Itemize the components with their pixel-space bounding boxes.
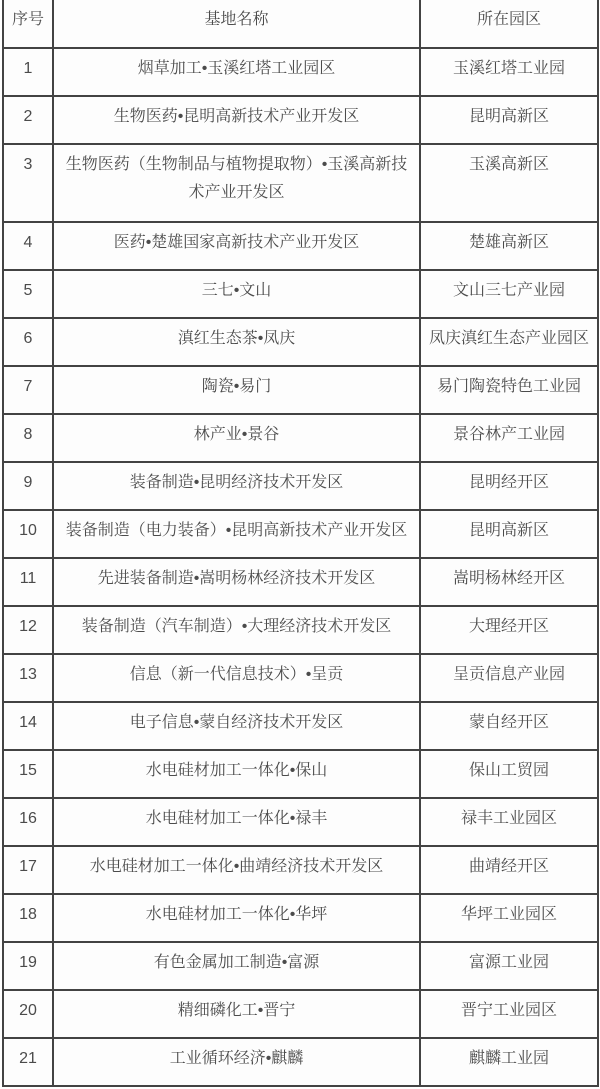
table-row <box>3 318 598 366</box>
park-cell: 麒麟工业园 <box>420 1038 598 1086</box>
base-name-cell: 有色金属加工制造•富源 <box>53 942 420 990</box>
park-cell: 景谷林产工业园 <box>420 414 598 462</box>
table-row <box>3 462 598 510</box>
park-cell: 昆明高新区 <box>420 510 598 558</box>
row-number-cell: 2 <box>3 96 53 144</box>
park-cell: 玉溪高新区 <box>420 144 598 222</box>
base-name-cell: 陶瓷•易门 <box>53 366 420 414</box>
row-number-cell: 4 <box>3 222 53 270</box>
park-cell: 蒙自经开区 <box>420 702 598 750</box>
park-cell: 曲靖经开区 <box>420 846 598 894</box>
header-cell-number: 序号 <box>3 0 53 48</box>
row-number-cell: 16 <box>3 798 53 846</box>
row-number-cell: 5 <box>3 270 53 318</box>
park-cell: 凤庆滇红生态产业园区 <box>420 318 598 366</box>
table-row <box>3 414 598 462</box>
park-cell: 嵩明杨林经开区 <box>420 558 598 606</box>
park-cell: 禄丰工业园区 <box>420 798 598 846</box>
header-row <box>3 0 598 48</box>
base-name-cell: 水电硅材加工一体化•禄丰 <box>53 798 420 846</box>
park-cell: 文山三七产业园 <box>420 270 598 318</box>
table-row <box>3 270 598 318</box>
park-cell: 富源工业园 <box>420 942 598 990</box>
table-row <box>3 366 598 414</box>
base-name-cell: 医药•楚雄国家高新技术产业开发区 <box>53 222 420 270</box>
base-name-cell: 装备制造•昆明经济技术开发区 <box>53 462 420 510</box>
park-cell: 保山工贸园 <box>420 750 598 798</box>
base-name-cell: 烟草加工•玉溪红塔工业园区 <box>53 48 420 96</box>
table-row <box>3 510 598 558</box>
base-name-cell: 三七•文山 <box>53 270 420 318</box>
table-row <box>3 144 598 222</box>
base-name-cell: 装备制造（汽车制造）•大理经济技术开发区 <box>53 606 420 654</box>
row-number-cell: 20 <box>3 990 53 1038</box>
base-name-cell: 精细磷化工•晋宁 <box>53 990 420 1038</box>
park-cell: 楚雄高新区 <box>420 222 598 270</box>
header-cell-park: 所在园区 <box>420 0 598 48</box>
table-row <box>3 222 598 270</box>
base-name-cell: 林产业•景谷 <box>53 414 420 462</box>
park-cell: 晋宁工业园区 <box>420 990 598 1038</box>
row-number-cell: 8 <box>3 414 53 462</box>
table-body <box>3 48 598 1086</box>
table-row <box>3 798 598 846</box>
table-row <box>3 558 598 606</box>
row-number-cell: 21 <box>3 1038 53 1086</box>
base-name-cell: 水电硅材加工一体化•保山 <box>53 750 420 798</box>
table-row <box>3 702 598 750</box>
park-cell: 昆明高新区 <box>420 96 598 144</box>
row-number-cell: 3 <box>3 144 53 222</box>
row-number-cell: 18 <box>3 894 53 942</box>
park-cell: 玉溪红塔工业园 <box>420 48 598 96</box>
base-name-cell: 水电硅材加工一体化•曲靖经济技术开发区 <box>53 846 420 894</box>
header-cell-base-name: 基地名称 <box>53 0 420 48</box>
row-number-cell: 17 <box>3 846 53 894</box>
row-number-cell: 9 <box>3 462 53 510</box>
table-row <box>3 750 598 798</box>
table-row <box>3 990 598 1038</box>
table-row <box>3 894 598 942</box>
base-name-cell: 电子信息•蒙自经济技术开发区 <box>53 702 420 750</box>
row-number-cell: 13 <box>3 654 53 702</box>
table-row <box>3 606 598 654</box>
industrial-bases-table <box>2 0 599 1087</box>
table-row <box>3 846 598 894</box>
park-cell: 易门陶瓷特色工业园 <box>420 366 598 414</box>
base-name-cell: 装备制造（电力装备）•昆明高新技术产业开发区 <box>53 510 420 558</box>
row-number-cell: 14 <box>3 702 53 750</box>
table-row <box>3 96 598 144</box>
row-number-cell: 15 <box>3 750 53 798</box>
base-name-cell: 先进装备制造•嵩明杨林经济技术开发区 <box>53 558 420 606</box>
base-name-cell: 滇红生态茶•凤庆 <box>53 318 420 366</box>
base-name-cell: 生物医药•昆明高新技术产业开发区 <box>53 96 420 144</box>
park-cell: 华坪工业园区 <box>420 894 598 942</box>
base-name-cell: 水电硅材加工一体化•华坪 <box>53 894 420 942</box>
row-number-cell: 12 <box>3 606 53 654</box>
table-row <box>3 1038 598 1086</box>
park-cell: 呈贡信息产业园 <box>420 654 598 702</box>
row-number-cell: 19 <box>3 942 53 990</box>
row-number-cell: 1 <box>3 48 53 96</box>
base-name-cell: 信息（新一代信息技术）•呈贡 <box>53 654 420 702</box>
row-number-cell: 7 <box>3 366 53 414</box>
park-cell: 大理经开区 <box>420 606 598 654</box>
base-name-cell: 工业循环经济•麒麟 <box>53 1038 420 1086</box>
row-number-cell: 6 <box>3 318 53 366</box>
row-number-cell: 10 <box>3 510 53 558</box>
row-number-cell: 11 <box>3 558 53 606</box>
park-cell: 昆明经开区 <box>420 462 598 510</box>
table-row <box>3 48 598 96</box>
table-header <box>3 0 598 48</box>
base-name-cell: 生物医药（生物制品与植物提取物）•玉溪高新技术产业开发区 <box>53 144 420 222</box>
table-row <box>3 654 598 702</box>
table-row <box>3 942 598 990</box>
